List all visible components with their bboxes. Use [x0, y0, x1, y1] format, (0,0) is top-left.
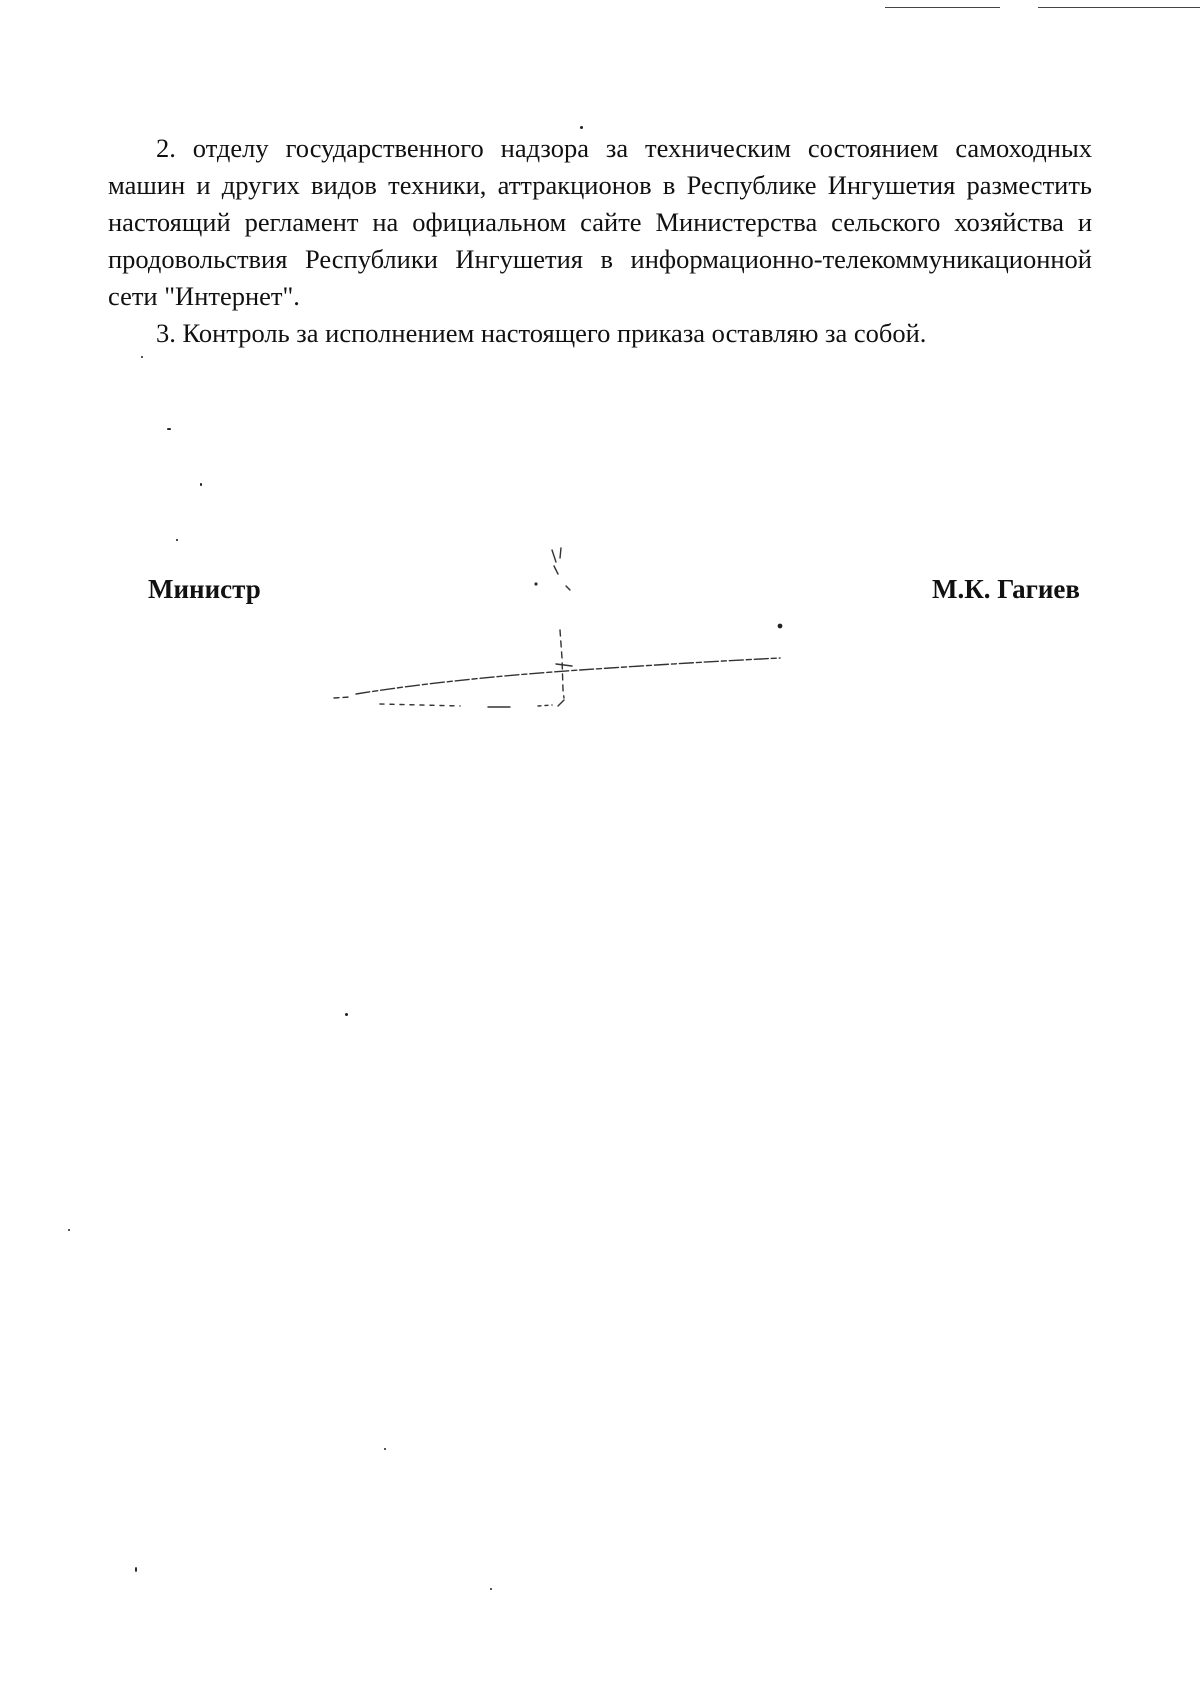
scan-speck	[176, 539, 178, 541]
scan-speck	[200, 483, 202, 486]
scan-speck	[68, 1229, 70, 1231]
scan-speck	[141, 356, 143, 358]
paragraph-2: 2. отделу государственного надзора за техническим состоянием самоходных машин и других видов техники, аттракционов в Республике Ингушетия разместить настоящий регламент на официальном сайте Министерства сельского хозяйства и продовольствия Республики Ингушетия в информационно-телекоммуникационной сети "Интернет".	[108, 133, 1092, 311]
document-body	[108, 130, 1092, 352]
scan-speck	[135, 1567, 137, 1572]
top-edge-rule	[885, 7, 1200, 8]
scan-speck	[490, 1588, 492, 1590]
scan-speck	[345, 1013, 348, 1016]
scan-speck	[167, 428, 171, 430]
scan-speck	[384, 1448, 386, 1450]
top-edge-rule-gap	[1000, 6, 1038, 10]
paragraph-3: 3. Контроль за исполнением настоящего приказа оставляю за собой.	[156, 318, 927, 348]
handwritten-signature	[320, 540, 790, 720]
signer-name: М.К. Гагиев	[932, 574, 1080, 604]
signer-position: Министр	[148, 574, 261, 604]
scan-speck	[580, 126, 583, 129]
